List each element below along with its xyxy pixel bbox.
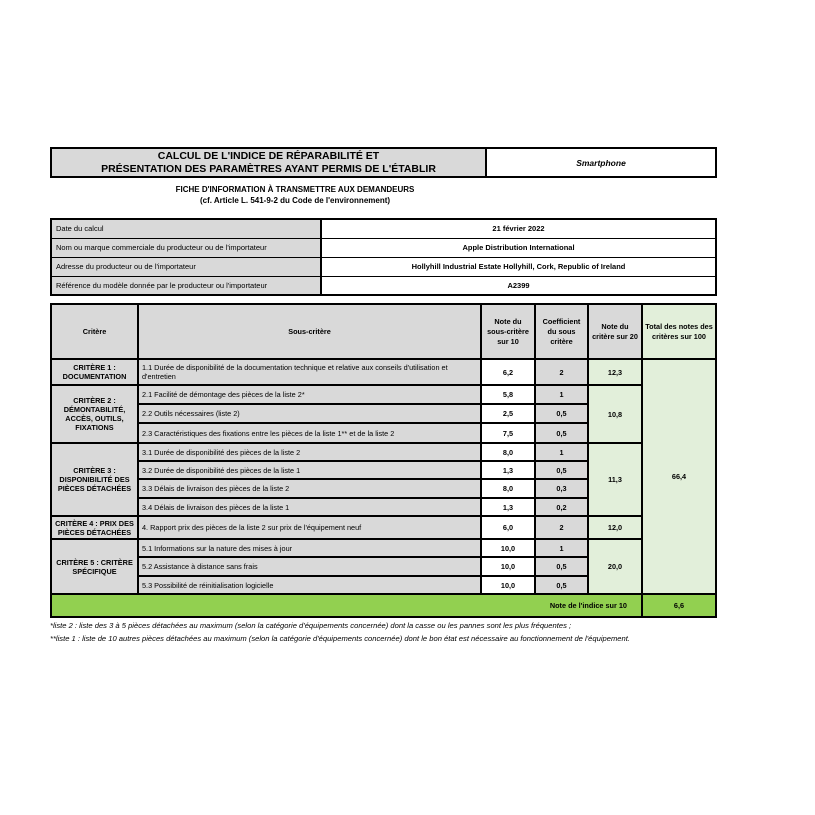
col-header-sous-critere: Sous-critère [138,304,481,359]
header-row [51,304,716,359]
coef-3-2: 0,5 [535,461,588,479]
subcriterion-2-1: 2.1 Facilité de démontage des pièces de la liste 2* [138,385,481,404]
total-sur-100: 66,4 [642,359,716,594]
note-2-3: 7,5 [481,423,535,443]
note-5-1: 10,0 [481,539,535,557]
info-value-date: 21 février 2022 [321,219,716,238]
criterion-2-name: CRITÈRE 2 : DÉMONTABILITÉ, ACCÈS, OUTILS, FIXATIONS [51,385,138,443]
info-table [50,218,717,296]
coef-2-3: 0,5 [535,423,588,443]
product-category: Smartphone [486,148,716,177]
criterion-2-note20: 10,8 [588,385,642,443]
criterion-4-name: CRITÈRE 4 : PRIX DES PIÈCES DÉTACHÉES [51,516,138,539]
info-row [51,219,716,238]
title-block [50,147,717,178]
subcriterion-2-3: 2.3 Caractéristiques des fixations entre les pièces de la liste 1** et de la liste 2 [138,423,481,443]
coef-3-4: 0,2 [535,498,588,516]
note-2-2: 2,5 [481,404,535,423]
note-3-2: 1,3 [481,461,535,479]
col-header-total: Total des notes des critères sur 100 [642,304,716,359]
subcriterion-3-2: 3.2 Durée de disponibilité des pièces de la liste 1 [138,461,481,479]
note-3-4: 1,3 [481,498,535,516]
subcriterion-3-3: 3.3 Délais de livraison des pièces de la liste 2 [138,479,481,498]
coef-5-2: 0,5 [535,557,588,576]
subcriterion-1-1: 1.1 Durée de disponibilité de la documentation technique et relative aux conseils d'utilisation et d'entretien [138,359,481,385]
coef-4: 2 [535,516,588,539]
criterion-5-note20: 20,0 [588,539,642,594]
criterion-3-name: CRITÈRE 3 : DISPONIBILITÉ DES PIÈCES DÉTACHÉES [51,443,138,516]
document-title [51,148,486,177]
subcriterion-3-4: 3.4 Délais de livraison des pièces de la liste 1 [138,498,481,516]
info-label-date: Date du calcul [51,219,321,238]
subcriterion-2-2: 2.2 Outils nécessaires (liste 2) [138,404,481,423]
table-row [51,443,716,461]
info-value-address: Hollyhill Industrial Estate Hollyhill, Cork, Republic of Ireland [321,257,716,276]
table-row [51,539,716,557]
index-score-label: Note de l'indice sur 10 [51,594,642,617]
coef-2-1: 1 [535,385,588,404]
subcriterion-5-1: 5.1 Informations sur la nature des mises à jour [138,539,481,557]
document-title-line2: PRÉSENTATION DES PARAMÈTRES AYANT PERMIS DE L'ÉTABLIR [101,162,436,175]
document-title-line1: CALCUL DE L'INDICE DE RÉPARABILITÉ ET [157,149,380,162]
info-label-model: Référence du modèle donnée par le producteur ou l'importateur [51,276,321,295]
coef-3-3: 0,3 [535,479,588,498]
coef-5-3: 0,5 [535,576,588,594]
footnotes [50,619,750,645]
index-row [51,594,716,617]
col-header-note-critere: Note du critère sur 20 [588,304,642,359]
subcriterion-4: 4. Rapport prix des pièces de la liste 2 sur prix de l'équipement neuf [138,516,481,539]
col-header-coefficient: Coefficient du sous critère [535,304,588,359]
col-header-note-sous-critere: Note du sous-critère sur 10 [481,304,535,359]
coef-3-1: 1 [535,443,588,461]
subtitle-line1: FICHE D'INFORMATION À TRANSMETTRE AUX DEMANDEURS [175,185,415,194]
coef-2-2: 0,5 [535,404,588,423]
criterion-5-name: CRITÈRE 5 : CRITÈRE SPÉCIFIQUE [51,539,138,594]
criterion-4-note20: 12,0 [588,516,642,539]
note-5-3: 10,0 [481,576,535,594]
coef-1-1: 2 [535,359,588,385]
note-3-1: 8,0 [481,443,535,461]
info-row [51,276,716,295]
col-header-critere: Critère [51,304,138,359]
note-2-1: 5,8 [481,385,535,404]
table-row [51,385,716,404]
note-5-2: 10,0 [481,557,535,576]
criterion-3-note20: 11,3 [588,443,642,516]
subcriterion-5-2: 5.2 Assistance à distance sans frais [138,557,481,576]
footnote-liste-2: *liste 2 : liste des 3 à 5 pièces détachées au maximum (selon la catégorie d'équipements concernée) dont la casse ou les pannes sont les plus fréquentes ; [50,621,572,630]
coef-5-1: 1 [535,539,588,557]
subcriterion-3-1: 3.1 Durée de disponibilité des pièces de la liste 2 [138,443,481,461]
note-3-3: 8,0 [481,479,535,498]
info-row [51,238,716,257]
subtitle-line2: (cf. Article L. 541-9-2 du Code de l'environnement) [199,196,391,205]
table-row [51,359,716,385]
criteria-table [50,303,717,618]
info-value-model: A2399 [321,276,716,295]
criterion-1-name: CRITÈRE 1 : DOCUMENTATION [51,359,138,385]
subtitle [50,184,540,206]
criterion-1-note20: 12,3 [588,359,642,385]
index-score-value: 6,6 [642,594,716,617]
info-label-address: Adresse du producteur ou de l'importateur [51,257,321,276]
info-row [51,257,716,276]
note-4: 6,0 [481,516,535,539]
info-label-producer: Nom ou marque commerciale du producteur ou de l'importateur [51,238,321,257]
footnote-liste-1: **liste 1 : liste de 10 autres pièces détachées au maximum (selon la catégorie d'équipements concernée) dont le bon état est nécessaire au fonctionnement de l'équipement. [50,634,630,643]
subcriterion-5-3: 5.3 Possibilité de réinitialisation logicielle [138,576,481,594]
note-1-1: 6,2 [481,359,535,385]
table-row [51,516,716,539]
info-value-producer: Apple Distribution International [321,238,716,257]
